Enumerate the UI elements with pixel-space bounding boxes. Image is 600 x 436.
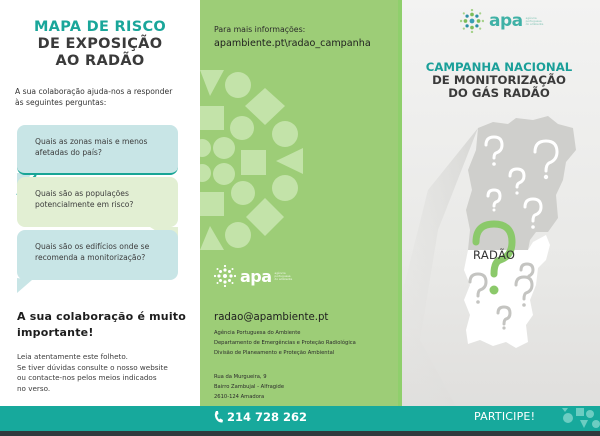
decorative-shapes-icon bbox=[200, 68, 310, 258]
left-title-line3: AO RADÃO bbox=[55, 53, 145, 69]
cta-line1: A sua colaboração é muito bbox=[17, 310, 187, 323]
logo-sub-2: do ambiente bbox=[274, 276, 293, 281]
question-bubble-1 bbox=[17, 125, 178, 175]
cta-line2: importante! bbox=[17, 326, 94, 339]
panel-divider-strip bbox=[398, 0, 402, 406]
logo-sub-1: agência portuguesa bbox=[525, 15, 542, 23]
apa-logo-text: apa bbox=[240, 266, 272, 286]
more-info-label: Para mais informações: bbox=[214, 25, 306, 34]
campaign-title-line2: DE MONITORIZAÇÃO bbox=[432, 73, 566, 87]
question-2-line2: potencialmente em risco? bbox=[35, 200, 134, 209]
question-bubble-3 bbox=[17, 230, 178, 280]
body-line-3: ou contacte-nos pelos meios indicados bbox=[17, 373, 157, 382]
campaign-url-link[interactable]: apambiente.pt\radao_campanha bbox=[214, 38, 371, 49]
collaboration-heading bbox=[17, 309, 192, 341]
apa-logo-white bbox=[214, 265, 297, 287]
middle-panel bbox=[200, 0, 398, 436]
logo-sub-2: do ambiente bbox=[525, 21, 544, 26]
left-title-line2: DE EXPOSIÇÃO bbox=[37, 36, 163, 52]
postal-address bbox=[214, 372, 284, 402]
phone-icon bbox=[214, 411, 223, 423]
campaign-title-line1: CAMPANHA NACIONAL bbox=[425, 60, 573, 74]
org-line-2: Departamento de Emergências e Proteção Radiológica bbox=[214, 340, 356, 346]
question-1-line1: Quais as zonas mais e menos bbox=[35, 137, 148, 146]
phone-contact[interactable] bbox=[214, 410, 307, 424]
left-panel bbox=[0, 0, 200, 436]
body-line-1: Leia atentamente este folheto. bbox=[17, 352, 128, 361]
question-2-line1: Quais são as populações bbox=[35, 189, 129, 198]
email-link[interactable]: radao@apambiente.pt bbox=[214, 312, 329, 323]
apa-emblem-icon bbox=[214, 265, 236, 287]
intro-line2: às seguintes perguntas: bbox=[15, 98, 107, 107]
question-3-line2: recomenda a monitorização? bbox=[35, 253, 146, 262]
body-line-4: no verso. bbox=[17, 383, 51, 393]
address-line-3: 2610-124 Amadora bbox=[214, 394, 265, 400]
right-panel bbox=[398, 0, 600, 436]
radon-map-label: RADÃO bbox=[473, 248, 516, 262]
question-bubble-2 bbox=[17, 177, 178, 227]
intro-line1: A sua colaboração ajuda-nos a responder bbox=[15, 87, 173, 96]
org-line-1: Agência Portuguesa do Ambiente bbox=[214, 330, 301, 336]
phone-number: 214 728 262 bbox=[227, 410, 308, 424]
instructions-text bbox=[17, 352, 192, 394]
left-title-line1: MAPA DE RISCO bbox=[33, 19, 167, 35]
organization-info bbox=[214, 328, 356, 358]
participate-button[interactable]: PARTICIPE! bbox=[474, 410, 536, 423]
apa-logo-text: apa bbox=[489, 11, 523, 31]
campaign-title-line3: DO GÁS RADÃO bbox=[448, 86, 550, 100]
apa-logo-subtitle bbox=[526, 17, 548, 26]
logo-sub-1: agência portuguesa bbox=[274, 270, 291, 278]
address-line-1: Rua da Murgueira, 9 bbox=[214, 374, 267, 380]
body-line-2: Se tiver dúvidas consulte o nosso website bbox=[17, 362, 168, 372]
org-line-3: Divisão de Planeamento e Proteção Ambiental bbox=[214, 350, 335, 356]
address-line-2: Bairro Zambujal - Alfragide bbox=[214, 384, 285, 390]
apa-logo bbox=[460, 9, 548, 33]
footer-dark-line bbox=[0, 431, 600, 436]
apa-emblem-icon bbox=[460, 9, 484, 33]
apa-logo-subtitle bbox=[275, 272, 297, 281]
question-3-line1: Quais são os edifícios onde se bbox=[35, 242, 150, 251]
decorative-shapes-icon bbox=[560, 406, 600, 431]
campaign-title bbox=[398, 61, 600, 100]
question-1-line2: afetadas do país? bbox=[35, 148, 102, 157]
